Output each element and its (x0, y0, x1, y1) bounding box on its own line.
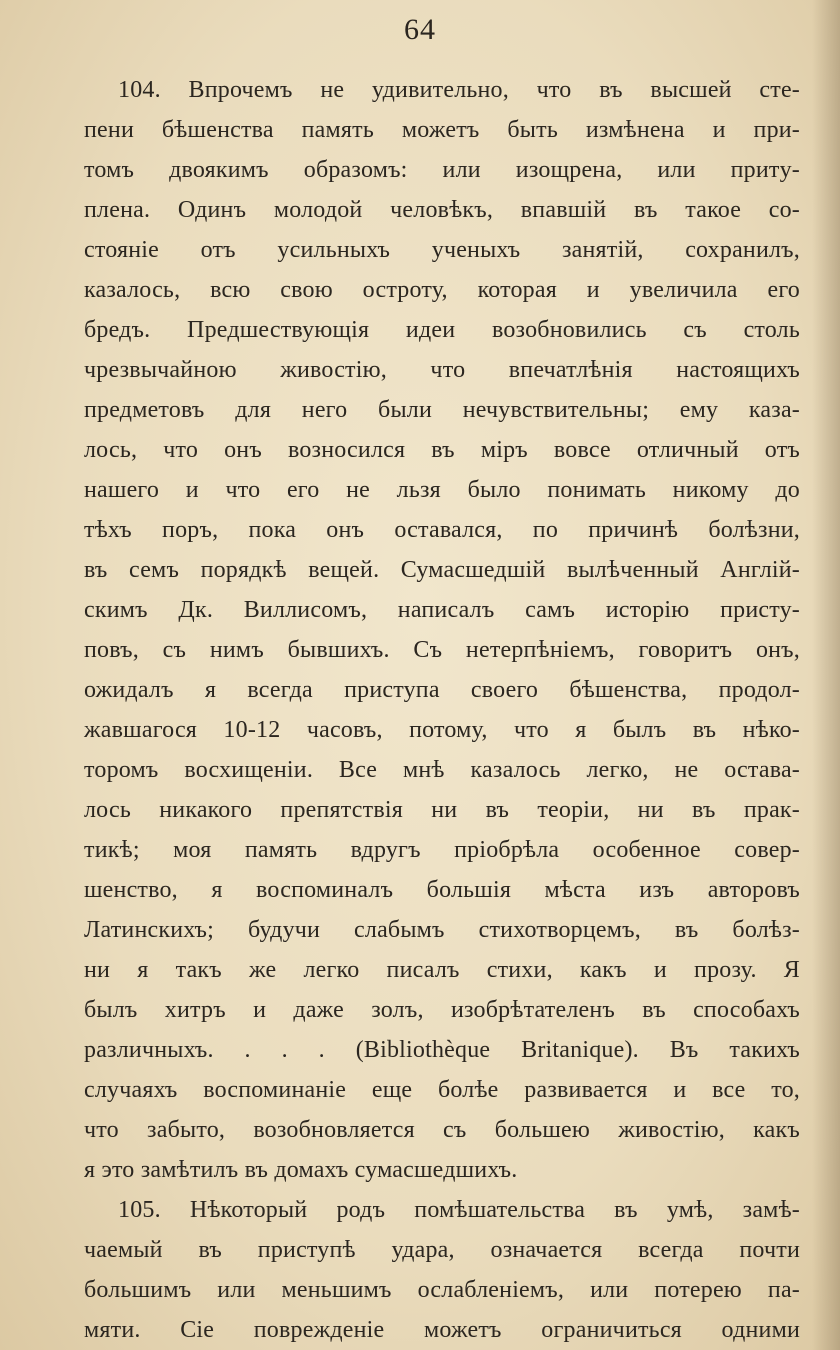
text-line: томъ двоякимъ образомъ: или изощрена, или притy- (84, 157, 800, 183)
text-line: стояніе отъ усильныхъ ученыхъ занятій, сохранилъ, (84, 237, 800, 263)
text-line: шенство, я воспоминалъ большія мѣста изъ авторовъ (84, 877, 800, 903)
text-line: плена. Одинъ молодой человѣкъ, впавшій въ такое со- (84, 197, 800, 223)
text-line: различныхъ. . . . (Bibliothèque Britanique). Въ такихъ (84, 1037, 800, 1063)
text-line: жавшагося 10-12 часовъ, потому, что я былъ въ нѣко- (84, 717, 800, 743)
text-line: случаяхъ воспоминаніе еще болѣе развивается и все то, (84, 1077, 800, 1103)
text-line: мяти. Сіе поврежденіе можетъ ограничиться одними (84, 1317, 800, 1343)
text-line: 105. Нѣкоторый родъ помѣшательства въ умѣ, замѣ- (118, 1197, 800, 1223)
text-line: предметовъ для него были нечувствительны; ему каза- (84, 397, 800, 423)
text-line: лось, что онъ возносился въ міръ вовсе отличный отъ (84, 437, 800, 463)
page-number: 64 (404, 13, 436, 46)
text-line: торомъ восхищеніи. Все мнѣ казалось легко, не остава- (84, 757, 800, 783)
text-line: былъ хитръ и даже золъ, изобрѣтателенъ въ способахъ (84, 997, 800, 1023)
text-line: чаемый въ приступѣ удара, означается всегда почти (84, 1237, 800, 1263)
text-line: большимъ или меньшимъ ослабленіемъ, или потерею па- (84, 1277, 800, 1303)
text-line: казалось, всю свою остроту, которая и увеличила его (84, 277, 800, 303)
text-line: лось никакого препятствія ни въ теоріи, ни въ прак- (84, 797, 800, 823)
text-line: бредъ. Предшествующія идеи возобновились съ столь (84, 317, 800, 343)
body-text (84, 70, 800, 1350)
text-line: пени бѣшенства память можетъ быть измѣнена и при- (84, 117, 800, 143)
text-line: повъ, съ нимъ бывшихъ. Съ нетерпѣніемъ, говоритъ онъ, (84, 637, 800, 663)
text-line: 104. Впрочемъ не удивительно, что въ высшей сте- (118, 77, 800, 103)
text-line: скимъ Дк. Виллисомъ, написалъ самъ исторію присту- (84, 597, 800, 623)
text-line: ни я такъ же легко писалъ стихи, какъ и прозу. Я (84, 957, 800, 983)
text-line: нашего и что его не льзя было понимать никому до (84, 477, 800, 503)
text-line: въ семъ порядкѣ вещей. Сумасшедшій вылѣченный Англій- (84, 557, 800, 583)
text-line: тикѣ; моя память вдругъ пріобрѣла особенное совер- (84, 837, 800, 863)
text-line: я это замѣтилъ въ домахъ сумасшедшихъ. (84, 1157, 518, 1183)
text-line: ожидалъ я всегда приступа своего бѣшенства, продол- (84, 677, 800, 703)
text-line: тѣхъ поръ, пока онъ оставался, по причинѣ болѣзни, (84, 517, 800, 543)
text-line: чрезвычайною живостію, что впечатлѣнія настоящихъ (84, 357, 800, 383)
page-edge-shadow (812, 0, 840, 1350)
text-line: Латинскихъ; будучи слабымъ стихотворцемъ, въ болѣз- (84, 917, 800, 943)
text-line: что забыто, возобновляется съ большею живостію, какъ (84, 1117, 800, 1143)
